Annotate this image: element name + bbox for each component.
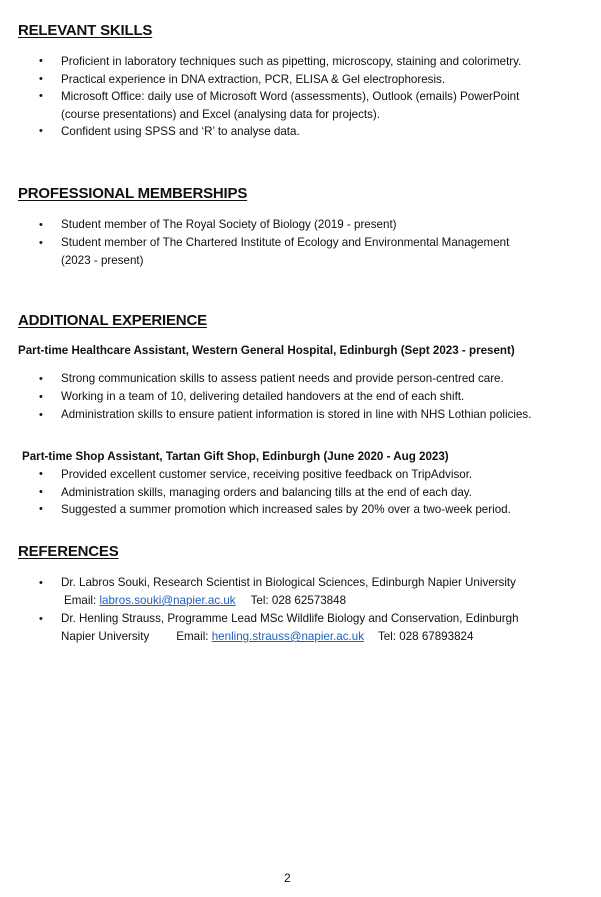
shop-assistant-list <box>0 466 590 519</box>
email-label: Email: <box>64 594 97 607</box>
email-link-labros-souki[interactable]: labros.souki@napier.ac.uk <box>99 594 236 607</box>
reference-contact-line <box>61 592 346 610</box>
bullet-icon: • <box>39 237 43 249</box>
list-item-text: Student member of The Chartered Institute of Ecology and Environmental Management (2023 - present) <box>61 236 510 267</box>
bullet-icon: • <box>39 391 43 403</box>
reference-item <box>0 574 590 610</box>
telephone-number: Tel: 028 67893824 <box>378 630 474 643</box>
list-item <box>0 53 590 71</box>
list-item <box>0 388 590 406</box>
list-item-text: Student member of The Royal Society of Biology (2019 - present) <box>61 218 397 231</box>
relevant-skills-heading: RELEVANT SKILLS <box>18 22 153 39</box>
reference-name-line: Dr. Henling Strauss, Programme Lead MSc Wildlife Biology and Conservation, Edinburgh <box>61 612 519 625</box>
bullet-icon: • <box>39 468 43 480</box>
reference-item <box>0 610 590 646</box>
list-item-text: Working in a team of 10, delivering detailed handovers at the end of each shift. <box>61 390 465 403</box>
bullet-icon: • <box>39 503 43 516</box>
list-item-text: Suggested a summer promotion which increased sales by 20% over a two-week period. <box>61 503 511 517</box>
bullet-icon: • <box>39 577 43 589</box>
list-item-text: Microsoft Office: daily use of Microsoft Word (assessments), Outlook (emails) PowerPoint (course presentations) and Excel (analysing data for projects). <box>61 90 520 121</box>
list-item-text: Proficient in laboratory techniques such as pipetting, microscopy, staining and colorimetry. <box>61 55 522 68</box>
list-item-text: Provided excellent customer service, receiving positive feedback on TripAdvisor. <box>61 468 473 481</box>
bullet-icon: • <box>39 613 43 625</box>
email-label: Email: <box>176 630 209 643</box>
job-title-shop-assistant: Part-time Shop Assistant, Tartan Gift Shop, Edinburgh (June 2020 - Aug 2023) <box>22 450 449 463</box>
bullet-icon: • <box>39 72 43 85</box>
job-title-healthcare-assistant: Part-time Healthcare Assistant, Western General Hospital, Edinburgh (Sept 2023 - present) <box>18 344 515 357</box>
list-item <box>0 484 590 502</box>
list-item-text: Confident using SPSS and ‘R’ to analyse data. <box>61 125 300 139</box>
professional-memberships-list <box>0 216 590 270</box>
bullet-icon: • <box>39 373 43 385</box>
bullet-icon: • <box>39 125 43 138</box>
list-item <box>0 501 590 519</box>
page-number: 2 <box>284 871 291 885</box>
bullet-icon: • <box>39 219 43 231</box>
additional-experience-heading: ADDITIONAL EXPERIENCE <box>18 312 207 329</box>
references-list <box>0 574 590 646</box>
list-item <box>0 466 590 484</box>
bullet-icon: • <box>39 90 43 103</box>
telephone-number: Tel: 028 62573848 <box>250 594 347 607</box>
list-item <box>0 71 590 89</box>
bullet-icon: • <box>39 55 43 67</box>
list-item <box>0 88 590 123</box>
reference-affiliation: Napier University <box>61 630 150 643</box>
bullet-icon: • <box>39 409 43 421</box>
list-item <box>0 216 590 234</box>
professional-memberships-heading: PROFESSIONAL MEMBERSHIPS <box>18 185 248 202</box>
relevant-skills-list <box>0 53 590 141</box>
list-item-text: Practical experience in DNA extraction, PCR, ELISA & Gel electrophoresis. <box>61 72 446 86</box>
list-item-text: Strong communication skills to assess patient needs and provide person-centred care. <box>61 372 504 385</box>
reference-name-line: Dr. Labros Souki, Research Scientist in Biological Sciences, Edinburgh Napier University <box>61 576 516 589</box>
list-item-text: Administration skills, managing orders and balancing tills at the end of each day. <box>61 485 472 499</box>
bullet-icon: • <box>39 485 43 498</box>
list-item-text: Administration skills to ensure patient information is stored in line with NHS Lothian policies. <box>61 408 532 421</box>
healthcare-assistant-list <box>0 370 590 424</box>
list-item <box>0 370 590 388</box>
list-item <box>0 406 590 424</box>
email-link-henling-strauss[interactable]: henling.strauss@napier.ac.uk <box>211 630 365 643</box>
list-item <box>0 123 590 141</box>
references-heading: REFERENCES <box>18 543 119 560</box>
list-item <box>0 234 590 270</box>
